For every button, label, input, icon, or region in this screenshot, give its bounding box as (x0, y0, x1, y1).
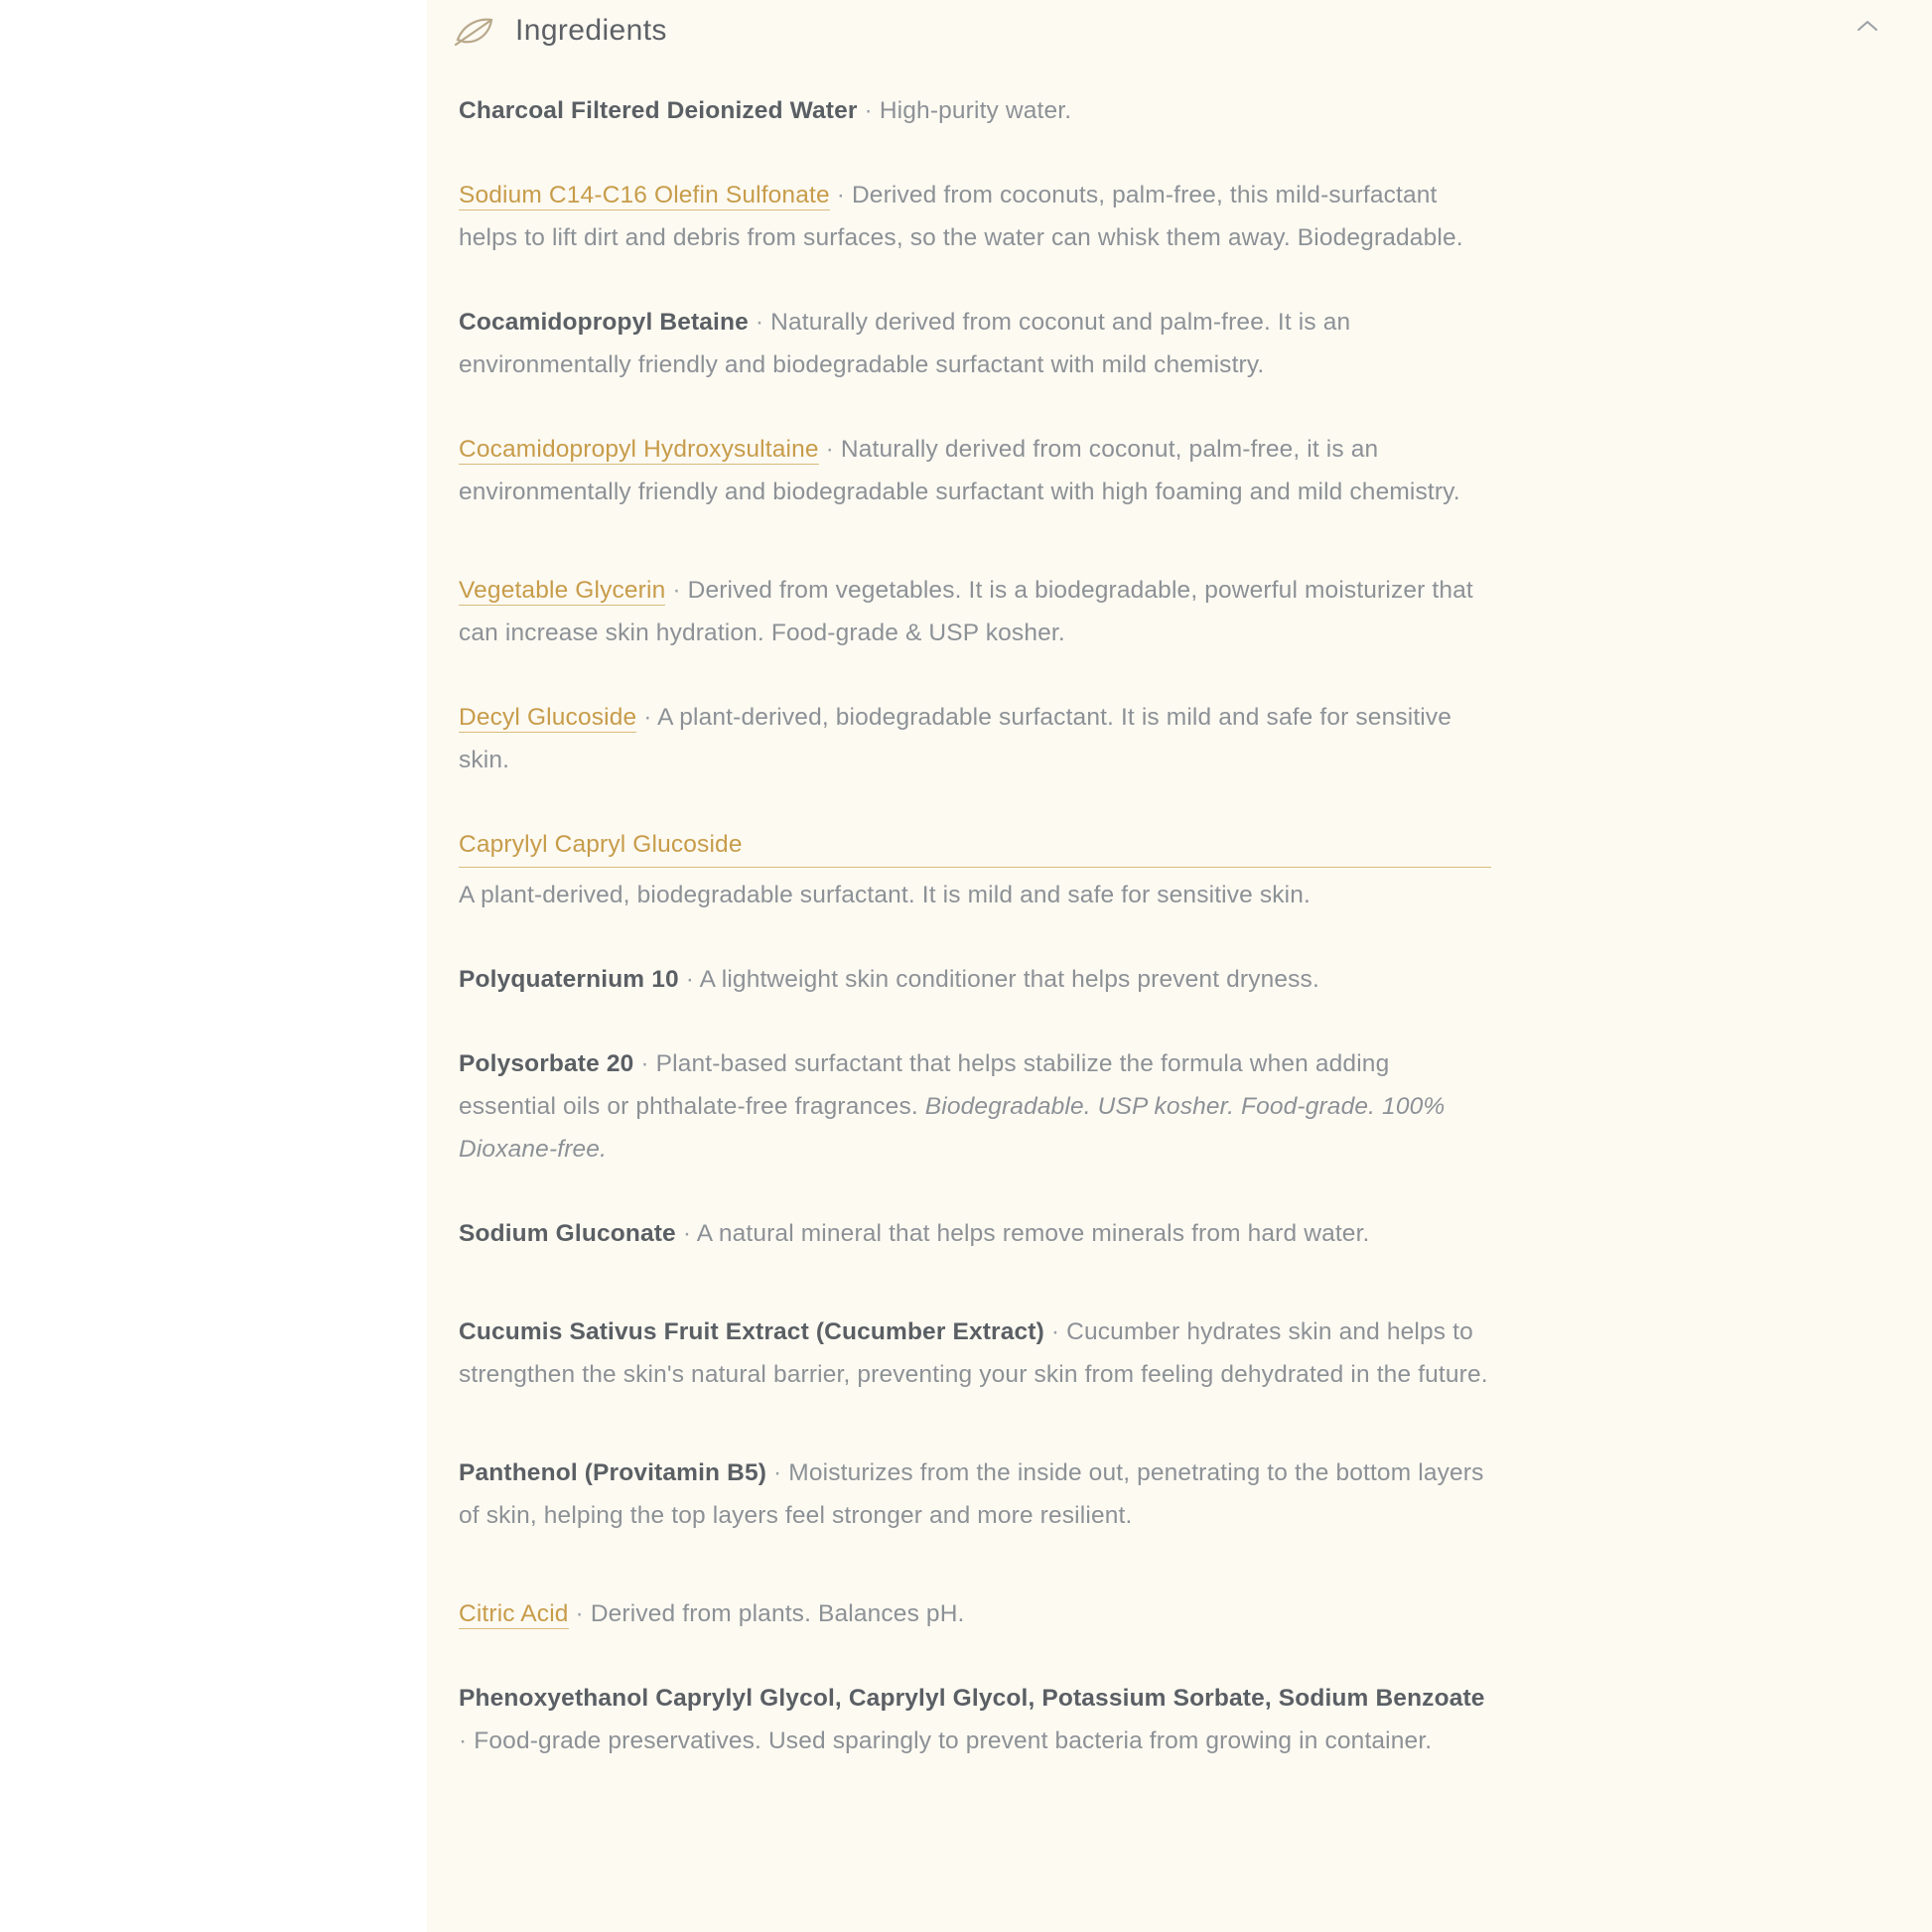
ingredient-name-link[interactable]: Sodium C14-C16 Olefin Sulfonate (459, 182, 830, 208)
ingredient-name: Polyquaternium 10 (459, 966, 679, 993)
ingredients-panel (427, 0, 1932, 1932)
ingredient-separator: · (864, 97, 873, 124)
ingredient-description: A natural mineral that helps remove minerals from hard water. (696, 1220, 1370, 1247)
ingredient-description: Derived from coconuts, palm-free, this mild-surfactant helps to lift dirt and debris from surfaces, so the water can whisk them away. Biodegradable. (459, 182, 1463, 251)
ingredient-item (459, 1212, 1491, 1255)
ingredient-name: Phenoxyethanol Caprylyl Glycol, Caprylyl Glycol, Potassium Sorbate, Sodium Benzoate (459, 1685, 1485, 1712)
ingredient-description-italic: Biodegradable. USP kosher. Food-grade. 100% Dioxane-free. (459, 1093, 1446, 1163)
ingredient-description: Cucumber hydrates skin and helps to strengthen the skin's natural barrier, preventing your skin from feeling dehydrated in the future. (459, 1318, 1488, 1388)
leaf-icon (454, 14, 495, 48)
ingredient-name: Polysorbate 20 (459, 1050, 634, 1077)
ingredient-separator: · (682, 1220, 692, 1247)
ingredient-name-link[interactable]: Decyl Glucoside (459, 704, 637, 731)
ingredient-description: A plant-derived, biodegradable surfactant. It is mild and safe for sensitive skin. (459, 704, 1452, 773)
ingredient-item (459, 428, 1491, 513)
ingredient-item (459, 174, 1491, 259)
ingredient-name: Cucumis Sativus Fruit Extract (Cucumber Extract) (459, 1318, 1044, 1345)
chevron-up-icon[interactable] (1855, 14, 1880, 40)
ingredient-name-link[interactable]: Vegetable Glycerin (459, 577, 666, 604)
ingredient-description: Naturally derived from coconut, palm-free, it is an environmentally friendly and biodegradable surfactant with high foaming and mild chemistry. (459, 436, 1460, 505)
ingredient-description: Moisturizes from the inside out, penetrating to the bottom layers of skin, helping the top layers feel stronger and more resilient. (459, 1459, 1484, 1529)
ingredient-name-link[interactable]: Cocamidopropyl Hydroxysultaine (459, 436, 819, 463)
ingredient-separator: · (755, 309, 764, 336)
ingredient-name: Panthenol (Provitamin B5) (459, 1459, 767, 1486)
ingredient-description: Derived from plants. Balances pH. (590, 1600, 965, 1627)
ingredient-separator: · (643, 704, 652, 731)
section-title: Ingredients (515, 14, 667, 47)
ingredient-item (459, 569, 1491, 654)
ingredient-item (459, 1592, 1491, 1635)
ingredient-item (459, 301, 1491, 386)
ingredient-description: Naturally derived from coconut and palm-free. It is an environmentally friendly and biodegradable surfactant with mild chemistry. (459, 309, 1351, 378)
ingredient-name-link[interactable]: Caprylyl Capryl Glucoside (459, 823, 1491, 868)
ingredient-item (459, 696, 1491, 781)
ingredient-separator: · (1050, 1318, 1060, 1345)
ingredient-description: Food-grade preservatives. Used sparingly to prevent bacteria from growing in container. (474, 1727, 1433, 1754)
ingredient-name: Sodium Gluconate (459, 1220, 676, 1247)
ingredient-separator: · (825, 436, 834, 463)
ingredient-item (459, 1677, 1491, 1762)
ingredient-name: Cocamidopropyl Betaine (459, 309, 749, 336)
ingredient-item (459, 958, 1491, 1001)
ingredient-item (459, 89, 1491, 132)
ingredient-description: High-purity water. (879, 97, 1072, 124)
ingredients-list (427, 62, 1932, 1762)
ingredient-separator: · (459, 1727, 468, 1754)
ingredient-description: A lightweight skin conditioner that helps prevent dryness. (699, 966, 1319, 993)
ingredient-separator: · (575, 1600, 584, 1627)
ingredient-separator: · (640, 1050, 649, 1077)
ingredient-item (459, 823, 1491, 916)
ingredient-item (459, 1311, 1491, 1396)
ingredient-separator: · (672, 577, 681, 604)
ingredient-separator: · (773, 1459, 782, 1486)
ingredient-item (459, 1451, 1491, 1537)
ingredient-description: A plant-derived, biodegradable surfactant. It is mild and safe for sensitive skin. (459, 882, 1311, 908)
ingredient-name: Charcoal Filtered Deionized Water (459, 97, 858, 124)
ingredient-description: Plant-based surfactant that helps stabilize the formula when adding essential oils or phthalate-free fragrances. (459, 1050, 1390, 1120)
ingredient-item (459, 1042, 1491, 1171)
ingredient-separator: · (836, 182, 845, 208)
ingredient-description: Derived from vegetables. It is a biodegradable, powerful moisturizer that can increase skin hydration. Food-grade & USP kosher. (459, 577, 1473, 646)
ingredients-accordion-header[interactable] (427, 0, 1932, 62)
ingredient-separator: · (685, 966, 695, 993)
ingredient-name-link[interactable]: Citric Acid (459, 1600, 569, 1627)
